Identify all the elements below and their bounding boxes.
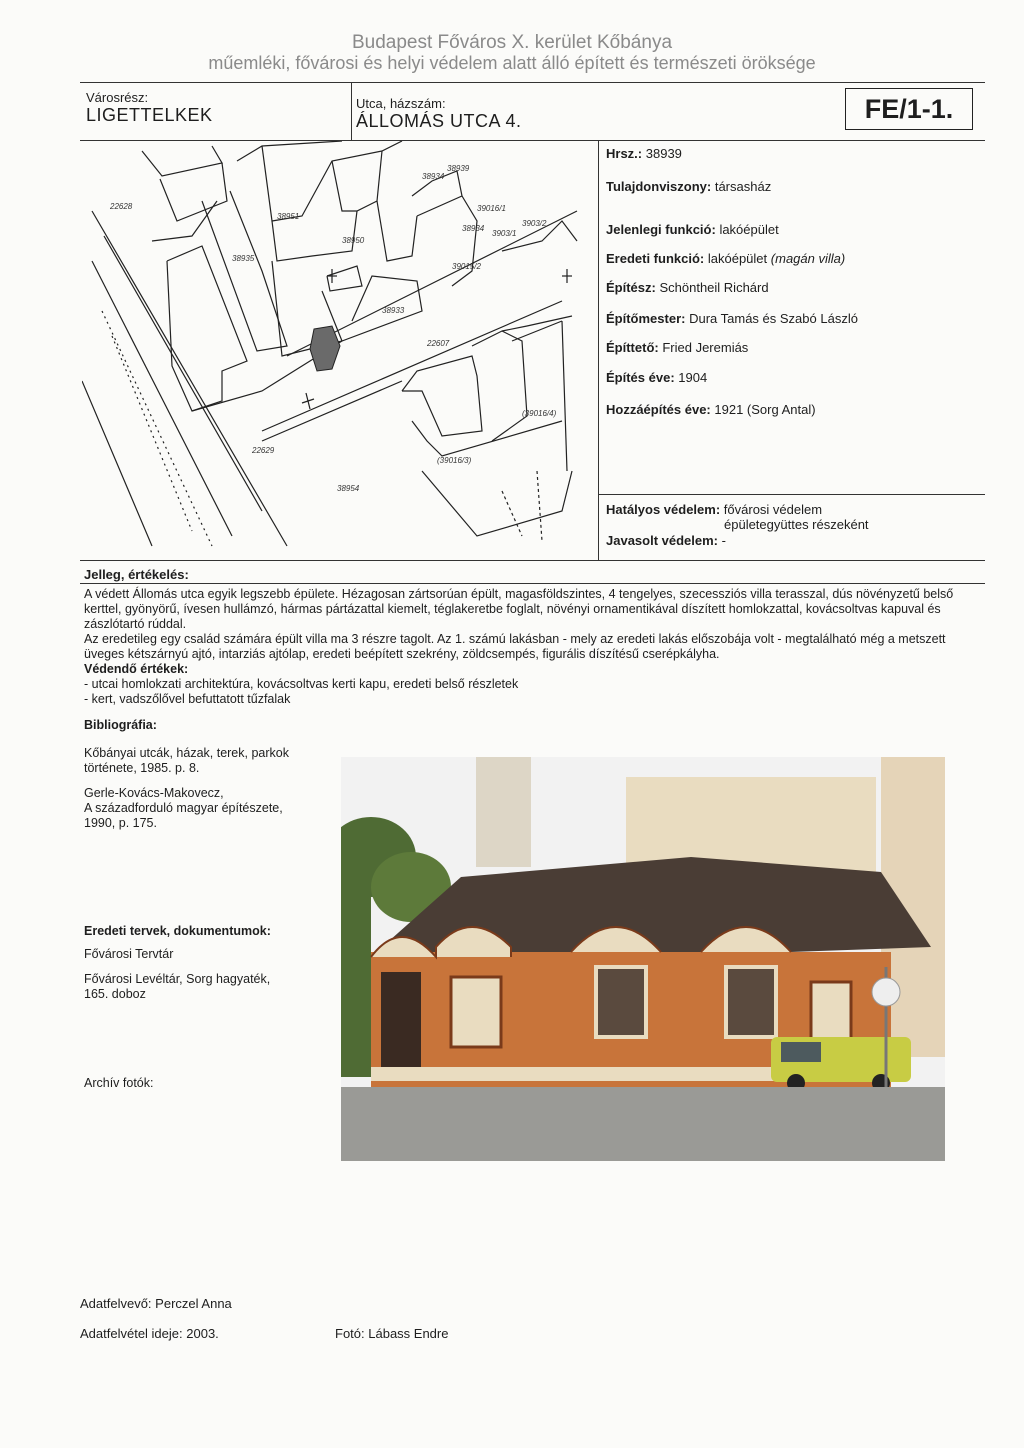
map-label: 38934 (422, 172, 445, 181)
map-label: 22628 (110, 202, 133, 211)
highlighted-parcel (310, 326, 340, 371)
top-rule (80, 82, 985, 83)
document-item: 165. doboz (84, 987, 146, 1001)
header-title: Budapest Főváros X. kerület Kőbánya (351, 32, 673, 53)
documents-title: Eredeti tervek, dokumentumok: (84, 924, 271, 938)
map-label: 38954 (337, 484, 360, 493)
map-label: 38950 (342, 236, 365, 245)
map-label: 38939 (447, 164, 470, 173)
original-function-row: Eredeti funkció: lakóépület (magán villa) (606, 251, 846, 266)
current-function-row: Jelenlegi funkció: lakóépület (606, 222, 779, 237)
bibliography-ref: Kőbányai utcák, házak, terek, parkok (84, 746, 289, 760)
map-label: 38933 (382, 306, 405, 315)
bibliography-ref: Gerle-Kovács-Makovecz, (84, 786, 224, 800)
architect-row: Építész: Schöntheil Richárd (606, 280, 769, 295)
bibliography-title: Bibliográfia: (84, 718, 157, 732)
assessment-title: Jelleg, értékelés: (84, 567, 189, 582)
map-label: 3903/1 (492, 229, 517, 238)
proposed-row: Javasolt védelem: - (606, 533, 726, 548)
header-subtitle: műemléki, fővárosi és helyi védelem alatt álló épített és természeti öröksége (208, 53, 816, 73)
assessment-paragraph-1: A védett Állomás utca egyik legszebb épülete. Hézagosan zártsorúan épült, magasföldszintes, 4 tengelyes, szecessziós villa terasszal, dús növényzetű belső kerttel, gyönyörű, ívesen hullámzó, hármas pártázattal kiemelt, téglakeretbe foglalt, növényi ornamentikával díszített homlokzattal, kovácsoltvas kapuval és zászlótartó rúddal. (84, 587, 954, 631)
map-label: 22629 (252, 446, 275, 455)
district-value: LIGETTELKEK (86, 105, 213, 125)
extension-row: Hozzáépítés éve: 1921 (Sorg Antal) (606, 402, 816, 417)
assessment-rule (80, 583, 985, 584)
map-bottom-rule (80, 560, 985, 561)
protection-rule (598, 494, 985, 495)
cadastral-map (82, 141, 597, 559)
protection-row: Hatályos védelem: fővárosi védelem (606, 502, 823, 517)
map-label: 38935 (232, 254, 255, 263)
builder-row: Építőmester: Dura Tamás és Szabó László (606, 311, 858, 326)
map-label: (39016/3) (437, 456, 472, 465)
protection-row-2: épületegyüttes részeként (724, 517, 869, 532)
map-label: 38934 (462, 224, 485, 233)
map-info-divider (598, 140, 599, 560)
map-label: 39016/1 (477, 204, 506, 213)
assessment-paragraph-2: Az eredetileg egy család számára épült villa ma 3 részre tagolt. Az 1. számú lakásban - mely az eredeti lakás előszobája volt - megtalálható még a metszett üveges kétszárnyú ajtó, intarziás ajtólap, eredeti beépített szekrény, zöldcsempés, figurális díszítésű cserépkályha. (84, 632, 946, 661)
documents (84, 924, 271, 1002)
photographer-row: Fotó: Lábass Endre (335, 1326, 449, 1341)
bibliography-ref: 1990, p. 175. (84, 816, 157, 830)
map-label: 38951 (277, 212, 300, 221)
ownership-row: Tulajdonviszony: társasház (606, 179, 772, 194)
bibliography-ref: története, 1985. p. 8. (84, 761, 200, 775)
record-code: FE/1-1. (845, 88, 973, 130)
document-item: Fővárosi Tervtár (84, 947, 174, 961)
recorder-row: Adatfelvevő: Perczel Anna (80, 1296, 232, 1311)
street-value: ÁLLOMÁS UTCA 4. (356, 111, 522, 131)
map-label: (39016/4) (522, 409, 557, 418)
map-label: 22607 (427, 339, 450, 348)
header-divider-1 (351, 82, 352, 140)
map-label: 39015/2 (452, 262, 481, 271)
district-label: Városrész: (86, 90, 149, 105)
values-title: Védendő értékek: (84, 662, 189, 676)
document-item: Fővárosi Levéltár, Sorg hagyaték, (84, 972, 271, 986)
bibliography-ref: A századforduló magyar építészete, (84, 801, 283, 815)
archive-title: Archív fotók: (84, 1076, 154, 1090)
map-label: 3903/2 (522, 219, 547, 228)
building-photo (341, 757, 945, 1161)
hrsz-row: Hrsz.: 38939 (606, 146, 682, 161)
value-item: - utcai homlokzati architektúra, kovácsoltvas kerti kapu, eredeti belső részletek (84, 677, 519, 691)
client-row: Építtető: Fried Jeremiás (606, 340, 749, 355)
record-date-row: Adatfelvétel ideje: 2003. (80, 1326, 219, 1341)
bibliography (84, 718, 289, 831)
assessment-text (84, 587, 974, 707)
street-label: Utca, házszám: (356, 96, 446, 111)
year-row: Építés éve: 1904 (606, 370, 708, 385)
value-item: - kert, vadszőlővel befuttatott tűzfalak (84, 692, 291, 706)
